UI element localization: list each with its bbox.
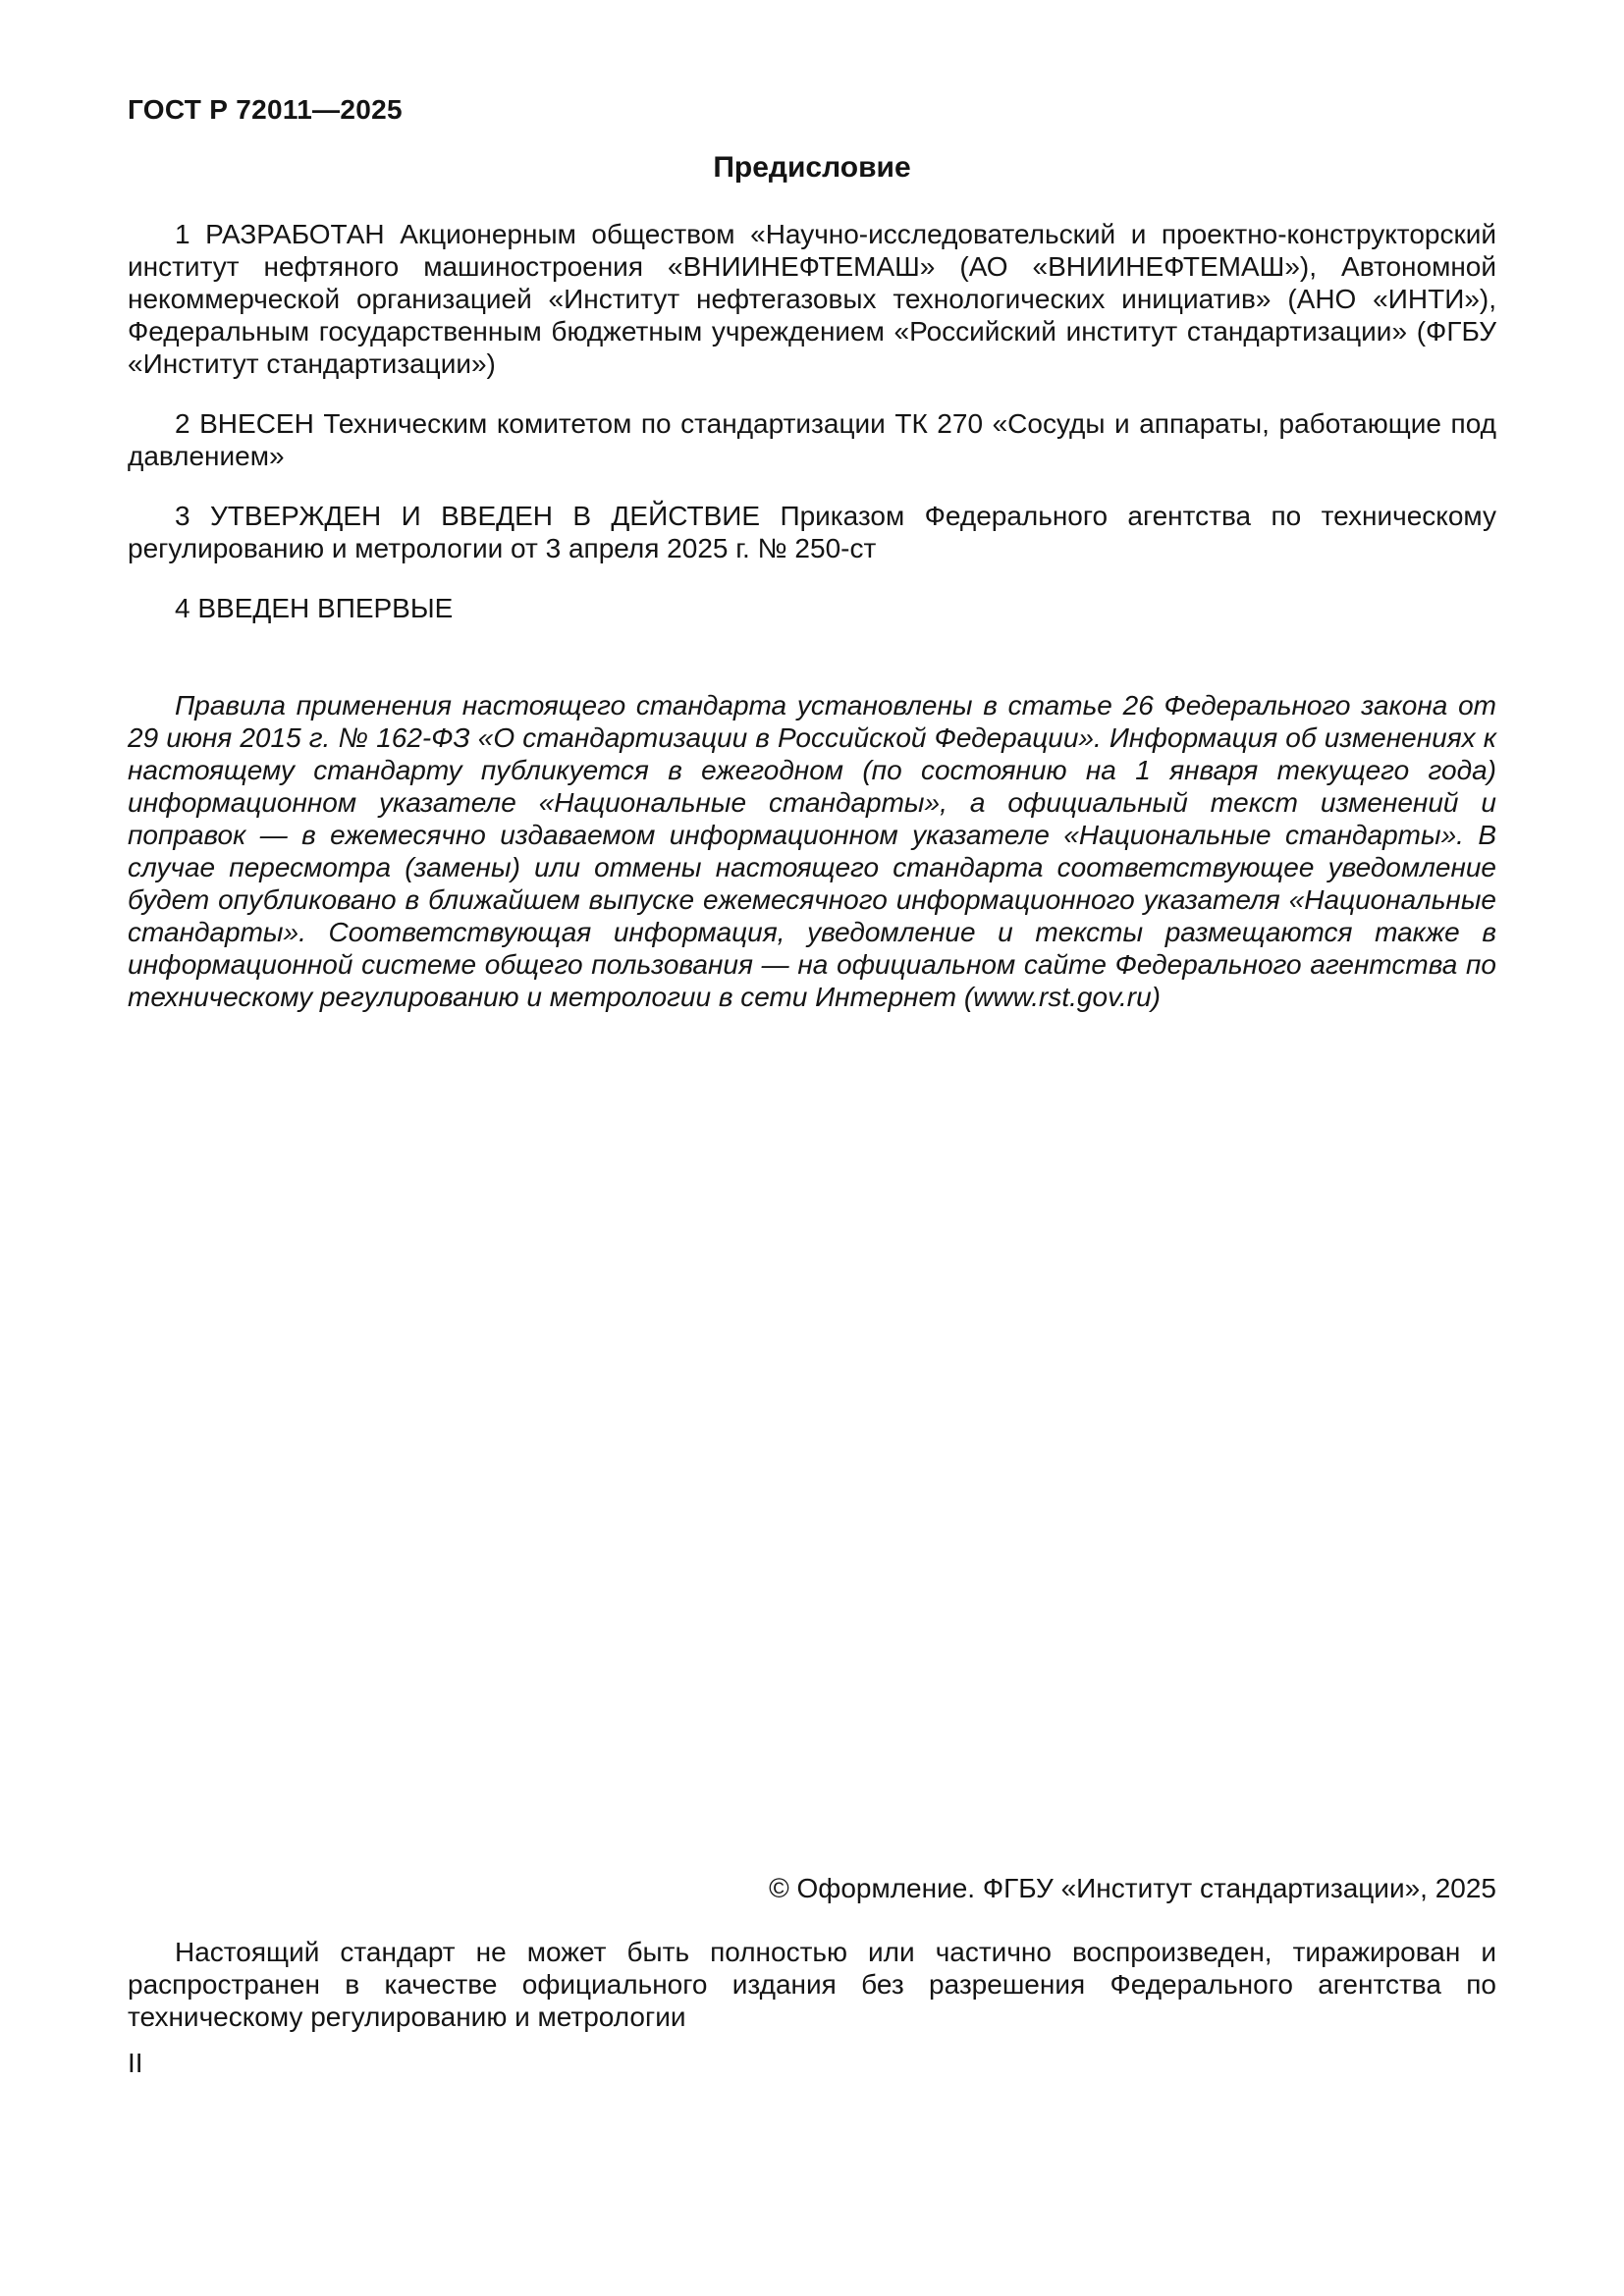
page-number: II xyxy=(128,2048,143,2078)
foreword-item-1: 1 РАЗРАБОТАН Акционерным обществом «Научно-исследовательский и проектно-конструкторский институт нефтяного машиностроения «ВНИИНЕФТЕМАШ» (АО «ВНИИНЕФТЕМАШ»), Автономной некоммерческой организацией «Институт нефтегазовых технологических инициатив» (АНО «ИНТИ»), Федеральным государственным бюджетным учреждением «Российский институт стандартизации» (ФГБУ «Институт стандартизации») xyxy=(128,219,1496,379)
copyright-notice: © Оформление. ФГБУ «Институт стандартизации», 2025 xyxy=(769,1873,1496,1903)
page-content xyxy=(128,94,1496,1013)
document-code: ГОСТ Р 72011—2025 xyxy=(128,94,403,125)
foreword-item-2: 2 ВНЕСЕН Техническим комитетом по стандартизации ТК 270 «Сосуды и аппараты, работающие под давлением» xyxy=(128,408,1496,471)
foreword-item-4: 4 ВВЕДЕН ВПЕРВЫЕ xyxy=(175,593,454,623)
distribution-restriction-note: Настоящий стандарт не может быть полностью или частично воспроизведен, тиражирован и распространен в качестве официального издания без разрешения Федерального агентства по техническому регулированию и метрологии xyxy=(128,1937,1496,2032)
section-title: Предисловие xyxy=(713,151,911,184)
foreword-item-3: 3 УТВЕРЖДЕН И ВВЕДЕН В ДЕЙСТВИЕ Приказом Федерального агентства по техническому регулированию и метрологии от 3 апреля 2025 г. № 250-ст xyxy=(128,501,1496,563)
standard-application-rules-note: Правила применения настоящего стандарта установлены в статье 26 Федерального закона от 29 июня 2015 г. № 162-ФЗ «О стандартизации в Российской Федерации». Информация об изменениях к настоящему стандарту публикуется в ежегодном (по состоянию на 1 января текущего года) информационном указателе «Национальные стандарты», а официальный текст изменений и поправок — в ежемесячно издаваемом информационном указателе «Национальные стандарты». В случае пересмотра (замены) или отмены настоящего стандарта соответствующее уведомление будет опубликовано в ближайшем выпуске ежемесячного информационного указателя «Национальные стандарты». Соответствующая информация, уведомление и тексты размещаются также в информационной системе общего пользования — на официальном сайте Федерального агентства по техническому регулированию и метрологии в сети Интернет (www.rst.gov.ru) xyxy=(128,690,1496,1012)
